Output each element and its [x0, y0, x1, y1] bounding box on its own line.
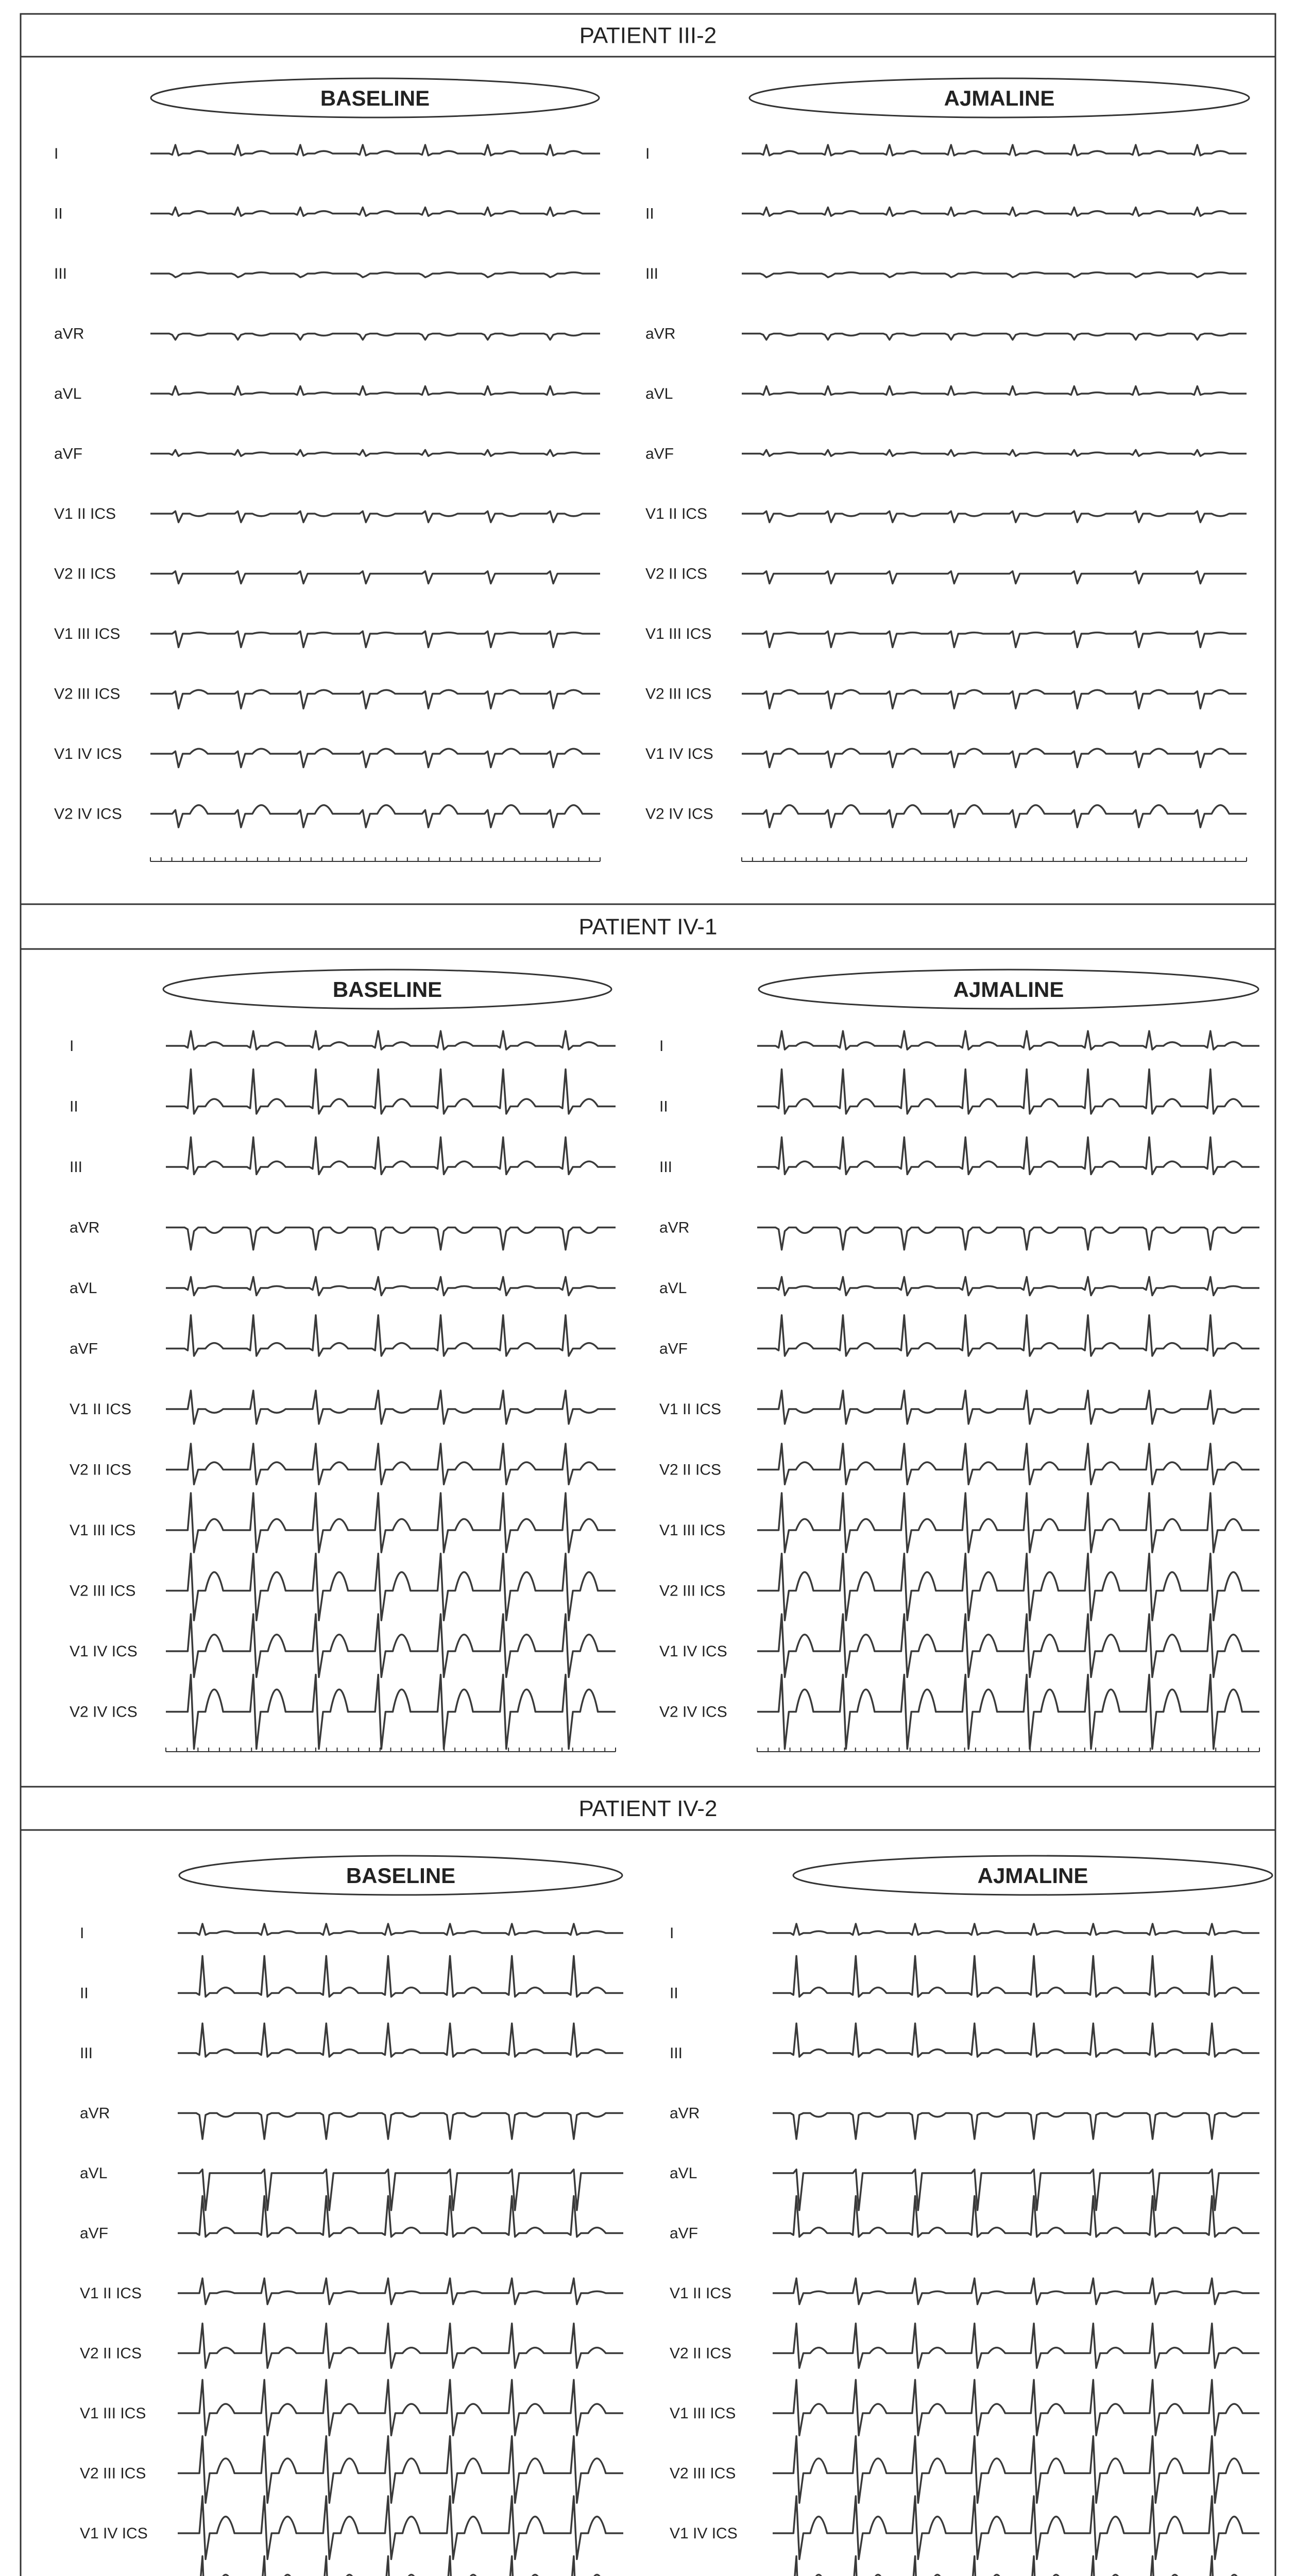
ecg-trace: [742, 273, 1247, 278]
condition-label-baseline: BASELINE: [320, 86, 430, 110]
ecg-trace: [742, 511, 1247, 522]
ecg-trace: [757, 1228, 1259, 1250]
lead-label: I: [80, 1925, 84, 1942]
lead-label: V1 IV ICS: [80, 2525, 148, 2542]
lead-label: II: [54, 205, 63, 223]
lead-label: V2 II ICS: [70, 1461, 132, 1479]
lead-label: aVL: [80, 2165, 108, 2182]
lead-label: aVF: [80, 2225, 109, 2242]
lead-label: V2 IV ICS: [70, 1703, 138, 1721]
ecg-trace: [178, 2278, 623, 2304]
ecg-trace: [178, 2196, 623, 2237]
lead-label: V1 IV ICS: [670, 2525, 738, 2542]
lead-label: II: [80, 1985, 89, 2002]
ecg-trace: [742, 450, 1247, 456]
lead-label: V1 II ICS: [70, 1401, 132, 1418]
ecg-trace: [773, 2556, 1259, 2576]
lead-label: aVL: [659, 1280, 687, 1297]
ecg-trace: [150, 805, 600, 827]
lead-label: V1 IV ICS: [645, 745, 713, 762]
ecg-trace: [757, 1277, 1259, 1295]
lead-label: II: [645, 205, 654, 223]
ecg-trace: [166, 1228, 616, 1250]
lead-label: I: [70, 1038, 74, 1055]
lead-label: V2 III ICS: [670, 2465, 736, 2482]
ecg-trace: [150, 386, 600, 395]
ecg-trace: [166, 1614, 616, 1677]
ecg-trace: [773, 2380, 1259, 2435]
lead-label: V1 II ICS: [80, 2285, 142, 2302]
ecg-trace: [757, 1675, 1259, 1749]
ecg-trace: [166, 1070, 616, 1114]
lead-label: II: [70, 1098, 78, 1115]
ecg-trace: [773, 2113, 1259, 2139]
lead-label: aVF: [670, 2225, 698, 2242]
ecg-trace: [773, 2278, 1259, 2304]
lead-label: V1 III ICS: [70, 1522, 136, 1539]
lead-label: V1 IV ICS: [70, 1643, 138, 1660]
condition-label-baseline: BASELINE: [346, 1863, 456, 1888]
ecg-trace: [166, 1137, 616, 1174]
lead-label: V1 II ICS: [645, 505, 708, 522]
ecg-trace: [178, 1956, 623, 1997]
ecg-trace: [757, 1070, 1259, 1114]
ecg-trace: [150, 208, 600, 216]
ecg-trace: [742, 386, 1247, 395]
lead-label: V1 II ICS: [54, 505, 116, 522]
lead-label: aVL: [670, 2165, 697, 2182]
ecg-trace: [773, 1924, 1259, 1935]
ecg-trace: [178, 2170, 623, 2210]
lead-label: V1 III ICS: [670, 2405, 736, 2422]
lead-label: aVR: [659, 1219, 690, 1236]
lead-label: V2 III ICS: [70, 1582, 136, 1600]
ecg-trace: [166, 1277, 616, 1295]
ecg-trace: [742, 631, 1247, 647]
ecg-trace: [166, 1315, 616, 1356]
lead-label: III: [659, 1159, 673, 1176]
ecg-trace: [178, 1924, 623, 1935]
ecg-trace: [150, 511, 600, 522]
patient-title-patient-iii-2: PATIENT III-2: [579, 23, 717, 48]
ecg-trace: [757, 1315, 1259, 1356]
lead-label: aVF: [54, 445, 83, 463]
lead-label: aVF: [645, 445, 674, 463]
lead-label: III: [54, 265, 67, 282]
ecg-trace: [757, 1391, 1259, 1424]
lead-label: aVL: [70, 1280, 97, 1297]
ecg-trace: [742, 571, 1247, 584]
lead-label: aVR: [80, 2105, 110, 2122]
lead-label: aVR: [54, 325, 84, 343]
lead-label: aVR: [670, 2105, 700, 2122]
ecg-trace: [757, 1444, 1259, 1484]
lead-label: II: [670, 1985, 678, 2002]
ecg-trace: [178, 2436, 623, 2503]
lead-label: V1 IV ICS: [659, 1643, 727, 1660]
lead-label: aVF: [659, 1340, 688, 1358]
ecg-trace: [150, 631, 600, 647]
lead-label: III: [645, 265, 659, 282]
lead-label: V2 II ICS: [54, 565, 116, 583]
ecg-trace: [150, 450, 600, 456]
lead-label: V2 III ICS: [645, 685, 712, 703]
lead-label: V2 II ICS: [645, 565, 708, 583]
lead-label: V1 III ICS: [645, 625, 712, 642]
ecg-trace: [773, 2436, 1259, 2503]
ecg-trace: [773, 2170, 1259, 2210]
lead-label: I: [659, 1038, 664, 1055]
lead-label: V2 II ICS: [659, 1461, 722, 1479]
condition-label-ajmaline: AJMALINE: [953, 977, 1064, 1002]
lead-label: III: [670, 2045, 683, 2062]
lead-label: V2 II ICS: [670, 2345, 732, 2362]
ecg-trace: [166, 1031, 616, 1049]
ecg-trace: [150, 145, 600, 156]
ecg-trace: [742, 334, 1247, 340]
lead-label: aVL: [645, 385, 673, 402]
ecg-trace: [150, 749, 600, 767]
lead-label: aVF: [70, 1340, 98, 1358]
condition-label-ajmaline: AJMALINE: [944, 86, 1055, 110]
ecg-trace: [773, 2196, 1259, 2237]
ecg-trace: [166, 1444, 616, 1484]
ecg-trace: [178, 2113, 623, 2139]
ecg-trace: [757, 1614, 1259, 1677]
condition-label-baseline: BASELINE: [332, 977, 442, 1002]
ecg-trace: [178, 2023, 623, 2057]
ecg-trace: [150, 273, 600, 278]
lead-label: III: [70, 1159, 83, 1176]
ecg-trace: [166, 1675, 616, 1749]
lead-label: V2 IV ICS: [659, 1703, 727, 1721]
lead-label: V2 IV ICS: [645, 805, 713, 823]
lead-label: aVR: [645, 325, 676, 343]
lead-label: aVR: [70, 1219, 100, 1236]
ecg-trace: [166, 1391, 616, 1424]
lead-label: III: [80, 2045, 93, 2062]
ecg-trace: [166, 1493, 616, 1552]
lead-label: V2 III ICS: [659, 1582, 726, 1600]
lead-label: V1 III ICS: [659, 1522, 726, 1539]
ecg-trace: [166, 1554, 616, 1621]
ecg-trace: [742, 208, 1247, 216]
lead-label: I: [645, 145, 650, 162]
lead-label: I: [670, 1925, 674, 1942]
lead-label: V2 IV ICS: [54, 805, 122, 823]
ecg-trace: [150, 690, 600, 708]
lead-label: I: [54, 145, 59, 162]
ecg-trace: [773, 2324, 1259, 2368]
lead-label: II: [659, 1098, 668, 1115]
lead-label: V2 III ICS: [80, 2465, 146, 2482]
ecg-trace: [742, 749, 1247, 767]
patient-title-patient-iv-1: PATIENT IV-1: [578, 914, 718, 940]
lead-label: V1 IV ICS: [54, 745, 122, 762]
ecg-trace: [773, 2023, 1259, 2057]
ecg-trace: [773, 2496, 1259, 2559]
lead-label: aVL: [54, 385, 82, 402]
ecg-trace: [178, 2496, 623, 2559]
ecg-trace: [757, 1031, 1259, 1049]
ecg-trace: [742, 690, 1247, 708]
ecg-trace: [742, 145, 1247, 156]
ecg-trace: [150, 571, 600, 584]
ecg-trace: [742, 805, 1247, 827]
patient-title-patient-iv-2: PATIENT IV-2: [578, 1796, 718, 1821]
lead-label: V1 II ICS: [659, 1401, 722, 1418]
ecg-trace: [757, 1137, 1259, 1174]
ecg-trace: [178, 2380, 623, 2435]
lead-label: V1 III ICS: [54, 625, 121, 642]
ecg-trace: [757, 1493, 1259, 1552]
ecg-trace: [178, 2324, 623, 2368]
ecg-trace: [150, 334, 600, 340]
ecg-trace: [757, 1554, 1259, 1621]
lead-label: V2 II ICS: [80, 2345, 142, 2362]
lead-label: V1 III ICS: [80, 2405, 146, 2422]
lead-label: V1 II ICS: [670, 2285, 732, 2302]
ecg-trace: [773, 1956, 1259, 1997]
lead-label: V2 III ICS: [54, 685, 121, 703]
condition-label-ajmaline: AJMALINE: [977, 1863, 1088, 1888]
ecg-trace: [178, 2556, 623, 2576]
